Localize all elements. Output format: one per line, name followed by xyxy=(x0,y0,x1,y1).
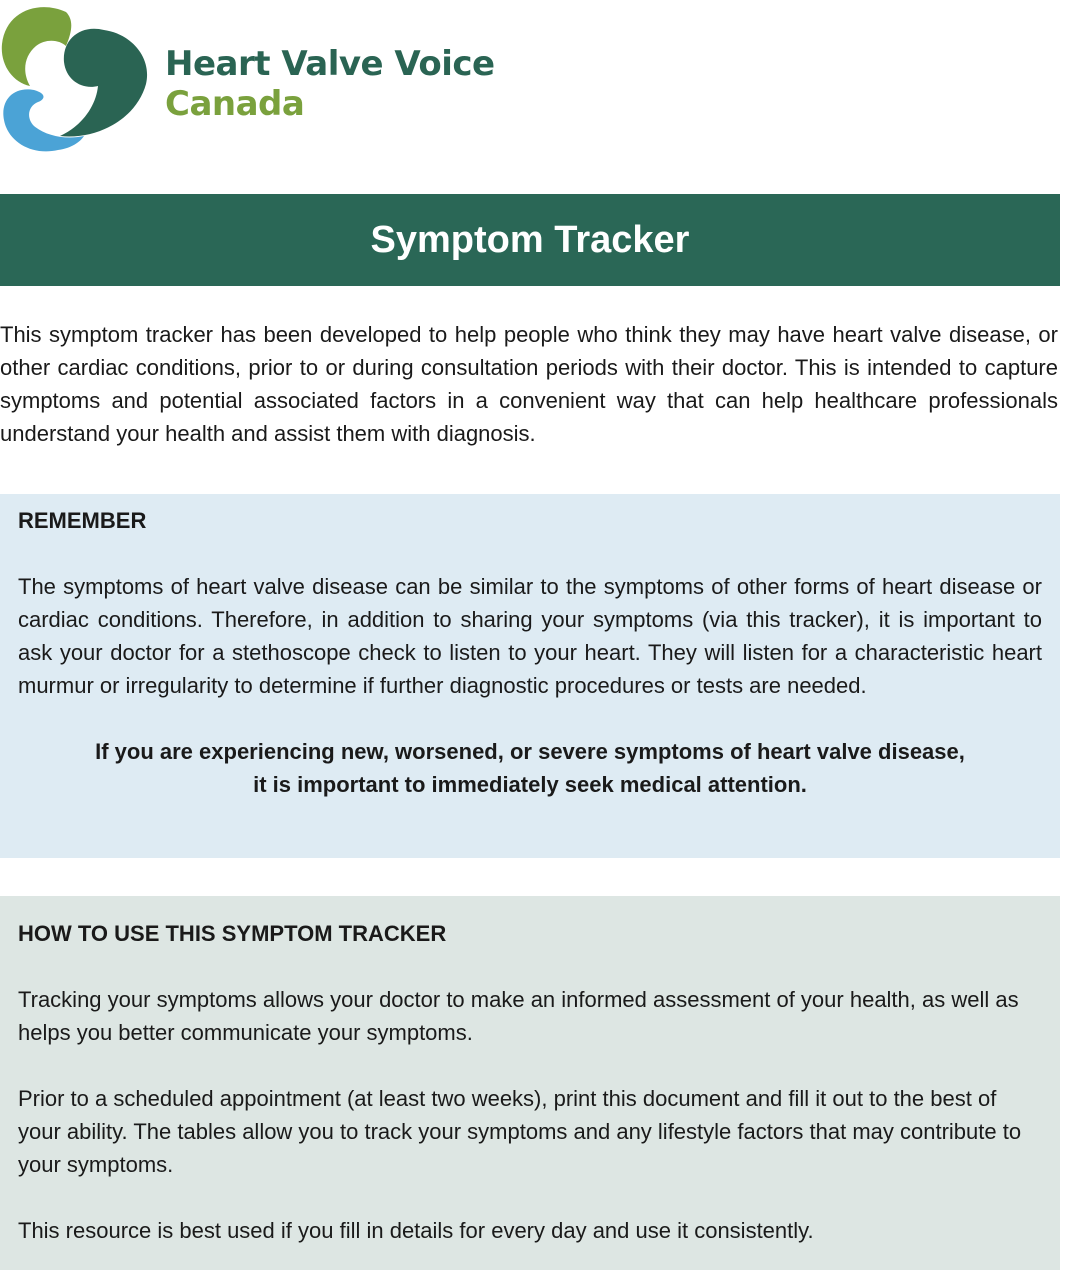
logo xyxy=(0,0,500,160)
logo-wordmark xyxy=(165,44,495,124)
how-to-section xyxy=(0,896,1060,1270)
intro-paragraph: This symptom tracker has been developed to help people who think they may have heart valve disease, or other cardiac conditions, prior to or during consultation periods with their doctor. This is intended to capture symptoms and potential associated factors in a convenient way that can help healthcare professionals understand your health and assist them with diagnosis. xyxy=(0,322,1058,446)
remember-heading: REMEMBER xyxy=(18,508,147,533)
alert-line-2: it is important to immediately seek medical attention. xyxy=(253,772,807,797)
how-to-paragraph: Prior to a scheduled appointment (at least two weeks), print this document and fill it out to the best of your ability. The tables allow you to track your symptoms and any lifestyle factors that may contribute to your symptoms. xyxy=(18,1086,1022,1177)
how-to-paragraph: Tracking your symptoms allows your doctor to make an informed assessment of your health, as well as helps you better communicate your symptoms. xyxy=(18,987,1019,1045)
how-to-paragraph: This resource is best used if you fill in details for every day and use it consistently. xyxy=(18,1218,814,1243)
remember-body: The symptoms of heart valve disease can be similar to the symptoms of other forms of heart disease or cardiac conditions. Therefore, in addition to sharing your symptoms (via this tracker), it is important to ask your doctor for a stethoscope check to listen to your heart. They will listen for a characteristic heart murmur or irregularity to determine if further diagnostic procedures or tests are needed. xyxy=(18,574,1042,698)
logo-line-1: Heart Valve Voice xyxy=(165,44,495,84)
alert-line-1: If you are experiencing new, worsened, or severe symptoms of heart valve disease, xyxy=(95,739,965,764)
medical-attention-alert xyxy=(18,735,1042,801)
logo-line-2: Canada xyxy=(165,84,305,124)
page-title: Symptom Tracker xyxy=(370,218,690,261)
remember-section xyxy=(0,494,1060,858)
title-bar xyxy=(0,194,1060,286)
how-to-heading: HOW TO USE THIS SYMPTOM TRACKER xyxy=(18,921,447,946)
heart-valve-voice-logo-icon xyxy=(0,2,150,154)
